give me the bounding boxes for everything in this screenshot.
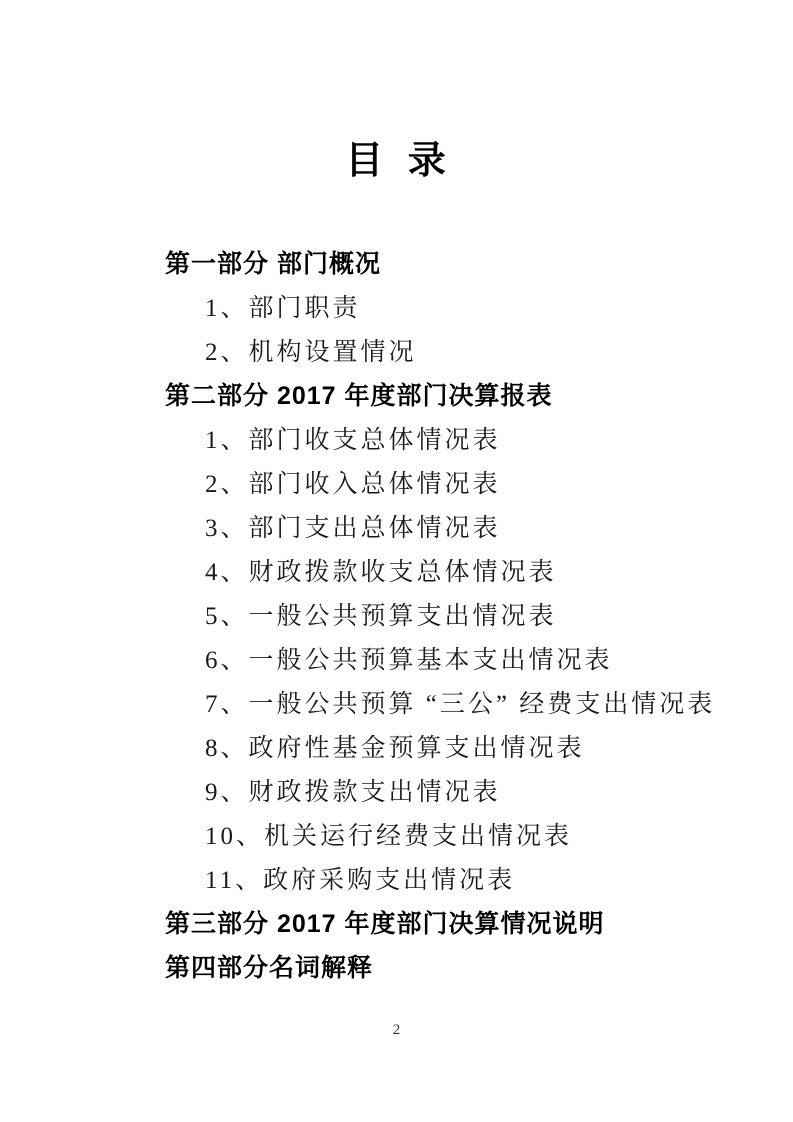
toc-item-s2-11: 11、政府采购支出情况表 bbox=[205, 867, 516, 894]
toc-item-s2-8: 8、政府性基金预算支出情况表 bbox=[205, 735, 585, 762]
page-title: 目 录 bbox=[345, 140, 448, 182]
toc-section-3-heading: 第三部分 2017 年度部门决算情况说明 bbox=[165, 910, 605, 938]
toc-item-s2-10: 10、机关运行经费支出情况表 bbox=[205, 823, 573, 850]
page-number: 2 bbox=[392, 1022, 401, 1038]
toc-item-s2-2: 2、部门收入总体情况表 bbox=[205, 471, 501, 498]
toc-section-1-heading: 第一部分 部门概况 bbox=[165, 250, 381, 278]
table-of-contents bbox=[165, 240, 753, 988]
toc-section-4-heading: 第四部分名词解释 bbox=[165, 954, 374, 982]
toc-item-s1-1: 1、部门职责 bbox=[205, 295, 361, 322]
toc-item-s1-2: 2、机构设置情况 bbox=[205, 339, 417, 366]
toc-item-s2-5: 5、一般公共预算支出情况表 bbox=[205, 603, 557, 630]
toc-section-2-heading: 第二部分 2017 年度部门决算报表 bbox=[165, 382, 553, 410]
toc-item-s2-3: 3、部门支出总体情况表 bbox=[205, 515, 501, 542]
toc-item-s2-6: 6、一般公共预算基本支出情况表 bbox=[205, 647, 613, 674]
toc-item-s2-7: 7、一般公共预算 “三公” 经费支出情况表 bbox=[205, 691, 716, 718]
toc-item-s2-1: 1、部门收支总体情况表 bbox=[205, 427, 501, 454]
toc-item-s2-9: 9、财政拨款支出情况表 bbox=[205, 779, 501, 806]
toc-item-s2-4: 4、财政拨款收支总体情况表 bbox=[205, 559, 557, 586]
